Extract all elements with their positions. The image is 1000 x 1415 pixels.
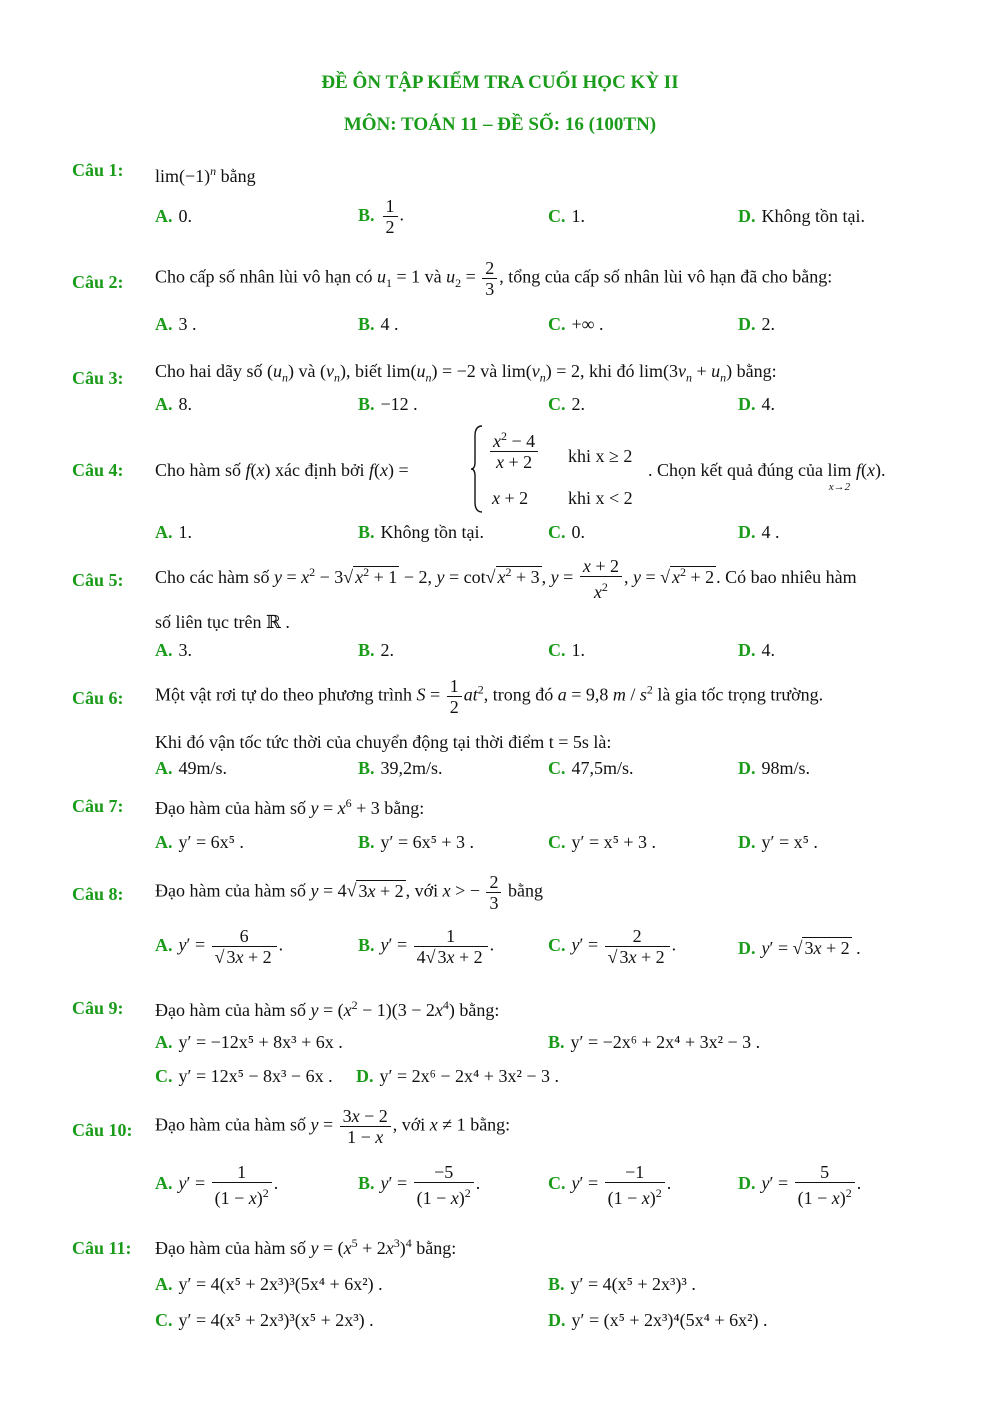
question-1-text: $\lim(-1)^n$ bằng — [155, 164, 256, 186]
q1-option-a[interactable]: A. 0. — [155, 206, 192, 226]
q3-option-d[interactable]: D. 4. — [738, 394, 775, 414]
piece-1-cond: khi x ≥ 2 — [568, 446, 633, 466]
brace-icon — [470, 424, 484, 514]
question-8-text: Đạo hàm của hàm số y = 4√ 3x + 2 , với x > − $\frac{2}{3}$ bằng — [155, 872, 543, 913]
question-5-text: Cho các hàm số $y = x^2 - 3√$ $x^2 + 1 - 2$, y = cot√ $x^2 + 3$ , y = $\frac{x + 2}{x^2}$ , y = √ $x^2 + 2$ . Có bao nhiêu hàm — [155, 556, 857, 602]
q9-option-b[interactable]: B. y′ = −2x⁶ + 2x⁴ + 3x² − 3 . — [548, 1032, 761, 1052]
q2-option-c[interactable]: C. +∞ . — [548, 314, 604, 334]
question-11-label: Câu 11: — [72, 1238, 132, 1258]
q10-option-b[interactable]: B. y′ = $\frac{-5}{(1 - x)^2}$ . — [358, 1162, 481, 1208]
q3-option-a[interactable]: A. 8. — [155, 394, 192, 414]
q8-option-a[interactable]: A. y′ = $\frac{6}{√ 3x + 2}$ . — [155, 926, 284, 967]
q7-option-b[interactable]: B. y′ = 6x⁵ + 3 . — [358, 832, 475, 852]
q11-option-a[interactable]: A. y′ = 4(x⁵ + 2x³)³(5x⁴ + 6x²) . — [155, 1274, 383, 1294]
question-4-text-start: Cho hàm số f(x) xác định bởi f(x) = — [155, 460, 409, 480]
piece-2-cond: khi x < 2 — [568, 488, 633, 508]
question-6-text-line2: Khi đó vận tốc tức thời của chuyển động tại thời điểm t = 5s là: — [155, 732, 612, 752]
question-1-label: Câu 1: — [72, 160, 124, 180]
question-5-label: Câu 5: — [72, 570, 124, 590]
question-2-label: Câu 2: — [72, 272, 124, 292]
question-3-text: Cho hai dãy số $(u_n)$ và $(v_n)$, biết $\lim(u_n) = -2$ và $\lim(v_n) = 2$, khi đó $\lim(3v_n + u_n)$ bằng: — [155, 361, 777, 385]
piece-2-expr: x + 2 — [492, 488, 529, 508]
q11-option-d[interactable]: D. y′ = (x⁵ + 2x³)⁴(5x⁴ + 6x²) . — [548, 1310, 768, 1330]
q7-option-c[interactable]: C. y′ = x⁵ + 3 . — [548, 832, 657, 852]
q7-option-a[interactable]: A. y′ = 6x⁵ . — [155, 832, 244, 852]
q10-option-c[interactable]: C. y′ = $\frac{-1}{(1 - x)^2}$ . — [548, 1162, 672, 1208]
q6-option-b[interactable]: B. 39,2m/s. — [358, 758, 443, 778]
question-8-label: Câu 8: — [72, 884, 124, 904]
q8-option-b[interactable]: B. y′ = $\frac{1}{4√ 3x + 2}$ . — [358, 926, 495, 967]
q9-option-d[interactable]: D. y′ = 2x⁶ − 2x⁴ + 3x² − 3 . — [356, 1066, 559, 1086]
q3-option-b[interactable]: B. −12 . — [358, 394, 418, 414]
q5-option-d[interactable]: D. 4. — [738, 640, 775, 660]
q4-option-a[interactable]: A. 1. — [155, 522, 192, 542]
q9-option-a[interactable]: A. y′ = −12x⁵ + 8x³ + 6x . — [155, 1032, 343, 1052]
question-7-text: Đạo hàm của hàm số $y = x^6 + 3$ bằng: — [155, 796, 425, 818]
q1-option-c[interactable]: C. 1. — [548, 206, 585, 226]
q8-option-c[interactable]: C. y′ = $\frac{2}{√ 3x + 2}$ . — [548, 926, 677, 967]
question-9-text: Đạo hàm của hàm số $y = (x^2 - 1)(3 - 2x^4)$ bằng: — [155, 998, 500, 1020]
q5-option-a[interactable]: A. 3. — [155, 640, 192, 660]
q2-option-b[interactable]: B. 4 . — [358, 314, 399, 334]
question-4-text-end: . Chọn kết quả đúng của lim x→2 f(x). — [648, 460, 886, 493]
q5-option-b[interactable]: B. 2. — [358, 640, 395, 660]
q11-option-b[interactable]: B. y′ = 4(x⁵ + 2x³)³ . — [548, 1274, 696, 1294]
q4-option-c[interactable]: C. 0. — [548, 522, 585, 542]
question-10-label: Câu 10: — [72, 1120, 133, 1140]
question-11-text: Đạo hàm của hàm số $y = (x^5 + 2x^3)^4$ bằng: — [155, 1236, 457, 1258]
question-7-label: Câu 7: — [72, 796, 124, 816]
q9-option-c[interactable]: C. y′ = 12x⁵ − 8x³ − 6x . — [155, 1066, 333, 1086]
q2-option-d[interactable]: D. 2. — [738, 314, 775, 334]
question-9-label: Câu 9: — [72, 998, 124, 1018]
question-10-text: Đạo hàm của hàm số y = $\frac{3x - 2}{1 - x}$ , với x ≠ 1 bằng: — [155, 1106, 511, 1147]
q6-option-c[interactable]: C. 47,5m/s. — [548, 758, 634, 778]
question-4-label: Câu 4: — [72, 460, 124, 480]
question-3-label: Câu 3: — [72, 368, 124, 388]
q1-option-d[interactable]: D. Không tồn tại. — [738, 206, 865, 226]
q5-option-c[interactable]: C. 1. — [548, 640, 585, 660]
piece-1-expr: $\frac{x^2 - 4}{x + 2}$ — [488, 426, 540, 472]
exam-subtitle: MÔN: TOÁN 11 – ĐỀ SỐ: 16 (100TN) — [343, 114, 657, 135]
question-5-text-line2: số liên tục trên ℝ . — [155, 612, 290, 632]
q8-option-d[interactable]: D. y′ = √ 3x + 2 . — [738, 938, 861, 958]
q6-option-a[interactable]: A. 49m/s. — [155, 758, 228, 778]
piecewise-function — [470, 424, 650, 514]
q10-option-a[interactable]: A. y′ = $\frac{1}{(1 - x)^2}$ . — [155, 1162, 279, 1208]
q10-option-d[interactable]: D. y′ = $\frac{5}{(1 - x)^2}$ . — [738, 1162, 862, 1208]
q7-option-d[interactable]: D. y′ = x⁵ . — [738, 832, 818, 852]
q4-option-b[interactable]: B. Không tồn tại. — [358, 522, 485, 542]
q1-option-b[interactable]: B. $\frac{1}{2}$ . — [358, 196, 405, 237]
q6-option-d[interactable]: D. 98m/s. — [738, 758, 811, 778]
q11-option-c[interactable]: C. y′ = 4(x⁵ + 2x³)³(x⁵ + 2x³) . — [155, 1310, 374, 1330]
q2-option-a[interactable]: A. 3 . — [155, 314, 197, 334]
q4-option-d[interactable]: D. 4 . — [738, 522, 780, 542]
question-2-text: Cho cấp số nhân lùi vô hạn có $u_1 = 1$ và $u_2$ = $\frac{2}{3}$ , tổng của cấp số nhân lùi vô hạn đã cho bằng: — [155, 258, 833, 299]
question-6-label: Câu 6: — [72, 688, 124, 708]
question-6-text: Một vật rơi tự do theo phương trình S = $\frac{1}{2}$ $at^2$, trong đó a = 9,8 m / $s^2$ là gia tốc trọng trường. — [155, 676, 824, 717]
q3-option-c[interactable]: C. 2. — [548, 394, 585, 414]
exam-title: ĐỀ ÔN TẬP KIỂM TRA CUỐI HỌC KỲ II — [321, 72, 679, 93]
